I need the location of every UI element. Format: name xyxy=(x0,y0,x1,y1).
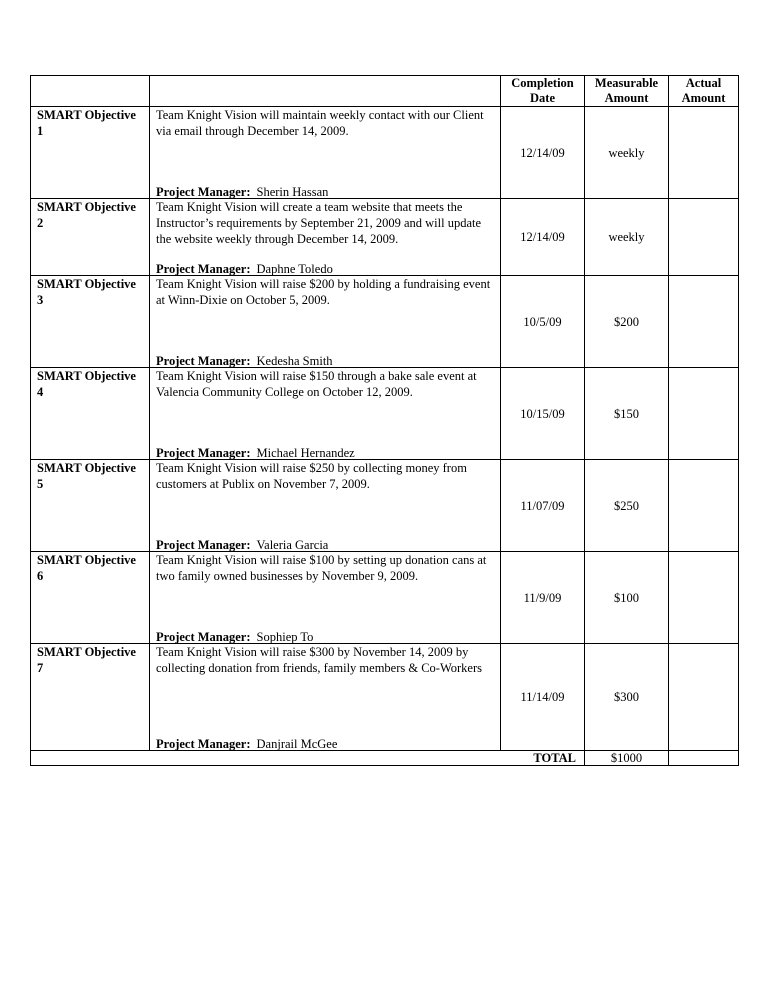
objective-row xyxy=(31,107,739,199)
objective-description: Team Knight Vision will raise $100 by setting up donation cans at two family owned businesses by November 9, 2009. xyxy=(156,553,487,583)
header-blank-cell xyxy=(31,76,150,107)
smart-objectives-table xyxy=(30,75,739,766)
objective-description: Team Knight Vision will raise $300 by November 14, 2009 by collecting donation from friends, family members & Co-Workers xyxy=(156,645,482,675)
completion-date: 11/9/09 xyxy=(501,552,585,644)
total-row xyxy=(31,751,739,766)
actual-amount xyxy=(669,276,739,368)
objective-label: SMART Objective 4 xyxy=(31,368,150,460)
objective-row xyxy=(31,199,739,276)
project-manager-name: Sophiep To xyxy=(256,630,314,644)
completion-date: 11/07/09 xyxy=(501,460,585,552)
objective-description-cell xyxy=(150,276,501,368)
objective-description-cell xyxy=(150,107,501,199)
measurable-amount: $150 xyxy=(585,368,669,460)
project-manager-label: Project Manager: xyxy=(156,630,251,644)
measurable-amount: $200 xyxy=(585,276,669,368)
completion-date: 12/14/09 xyxy=(501,107,585,199)
measurable-amount: $250 xyxy=(585,460,669,552)
completion-date: 10/15/09 xyxy=(501,368,585,460)
measurable-amount: $100 xyxy=(585,552,669,644)
project-manager-label: Project Manager: xyxy=(156,185,251,199)
objective-row xyxy=(31,276,739,368)
objective-description: Team Knight Vision will create a team website that meets the Instructor’s requirements by September 21, 2009 and will update the website weekly through December 14, 2009. xyxy=(156,200,482,246)
total-label: TOTAL xyxy=(31,751,585,766)
header-actual-amount: Actual Amount xyxy=(669,76,739,107)
completion-date: 12/14/09 xyxy=(501,199,585,276)
objective-description: Team Knight Vision will maintain weekly contact with our Client via email through December 14, 2009. xyxy=(156,108,484,138)
measurable-amount: $300 xyxy=(585,644,669,751)
project-manager-label: Project Manager: xyxy=(156,354,251,368)
objective-label: SMART Objective 1 xyxy=(31,107,150,199)
objective-description-cell xyxy=(150,199,501,276)
objective-label: SMART Objective 3 xyxy=(31,276,150,368)
objective-label: SMART Objective 6 xyxy=(31,552,150,644)
project-manager-name: Valeria Garcia xyxy=(256,538,329,552)
measurable-amount: weekly xyxy=(585,199,669,276)
project-manager-line xyxy=(156,736,337,752)
total-actual-cell xyxy=(669,751,739,766)
project-manager-name: Kedesha Smith xyxy=(256,354,333,368)
project-manager-label: Project Manager: xyxy=(156,446,251,460)
header-completion-date: Completion Date xyxy=(501,76,585,107)
objective-label: SMART Objective 5 xyxy=(31,460,150,552)
actual-amount xyxy=(669,199,739,276)
actual-amount xyxy=(669,552,739,644)
objective-description: Team Knight Vision will raise $150 through a bake sale event at Valencia Community College on October 12, 2009. xyxy=(156,369,477,399)
measurable-amount: weekly xyxy=(585,107,669,199)
objective-row xyxy=(31,460,739,552)
total-amount: $1000 xyxy=(585,751,669,766)
objective-description: Team Knight Vision will raise $200 by holding a fundraising event at Winn-Dixie on October 5, 2009. xyxy=(156,277,491,307)
project-manager-label: Project Manager: xyxy=(156,737,251,751)
objective-row xyxy=(31,644,739,751)
completion-date: 11/14/09 xyxy=(501,644,585,751)
actual-amount xyxy=(669,644,739,751)
project-manager-name: Daphne Toledo xyxy=(256,262,333,276)
actual-amount xyxy=(669,460,739,552)
project-manager-label: Project Manager: xyxy=(156,538,251,552)
objective-description-cell xyxy=(150,460,501,552)
actual-amount xyxy=(669,107,739,199)
objective-description: Team Knight Vision will raise $250 by collecting money from customers at Publix on November 7, 2009. xyxy=(156,461,467,491)
objective-row xyxy=(31,368,739,460)
objective-label: SMART Objective 2 xyxy=(31,199,150,276)
objective-description-cell xyxy=(150,644,501,751)
header-blank-cell xyxy=(150,76,501,107)
objective-description-cell xyxy=(150,552,501,644)
header-measurable-amount: Measurable Amount xyxy=(585,76,669,107)
completion-date: 10/5/09 xyxy=(501,276,585,368)
header-row xyxy=(31,76,739,107)
project-manager-name: Danjrail McGee xyxy=(256,737,338,751)
objective-row xyxy=(31,552,739,644)
project-manager-label: Project Manager: xyxy=(156,262,251,276)
project-manager-name: Michael Hernandez xyxy=(256,446,355,460)
objective-description-cell xyxy=(150,368,501,460)
objective-label: SMART Objective 7 xyxy=(31,644,150,751)
project-manager-name: Sherin Hassan xyxy=(256,185,329,199)
actual-amount xyxy=(669,368,739,460)
